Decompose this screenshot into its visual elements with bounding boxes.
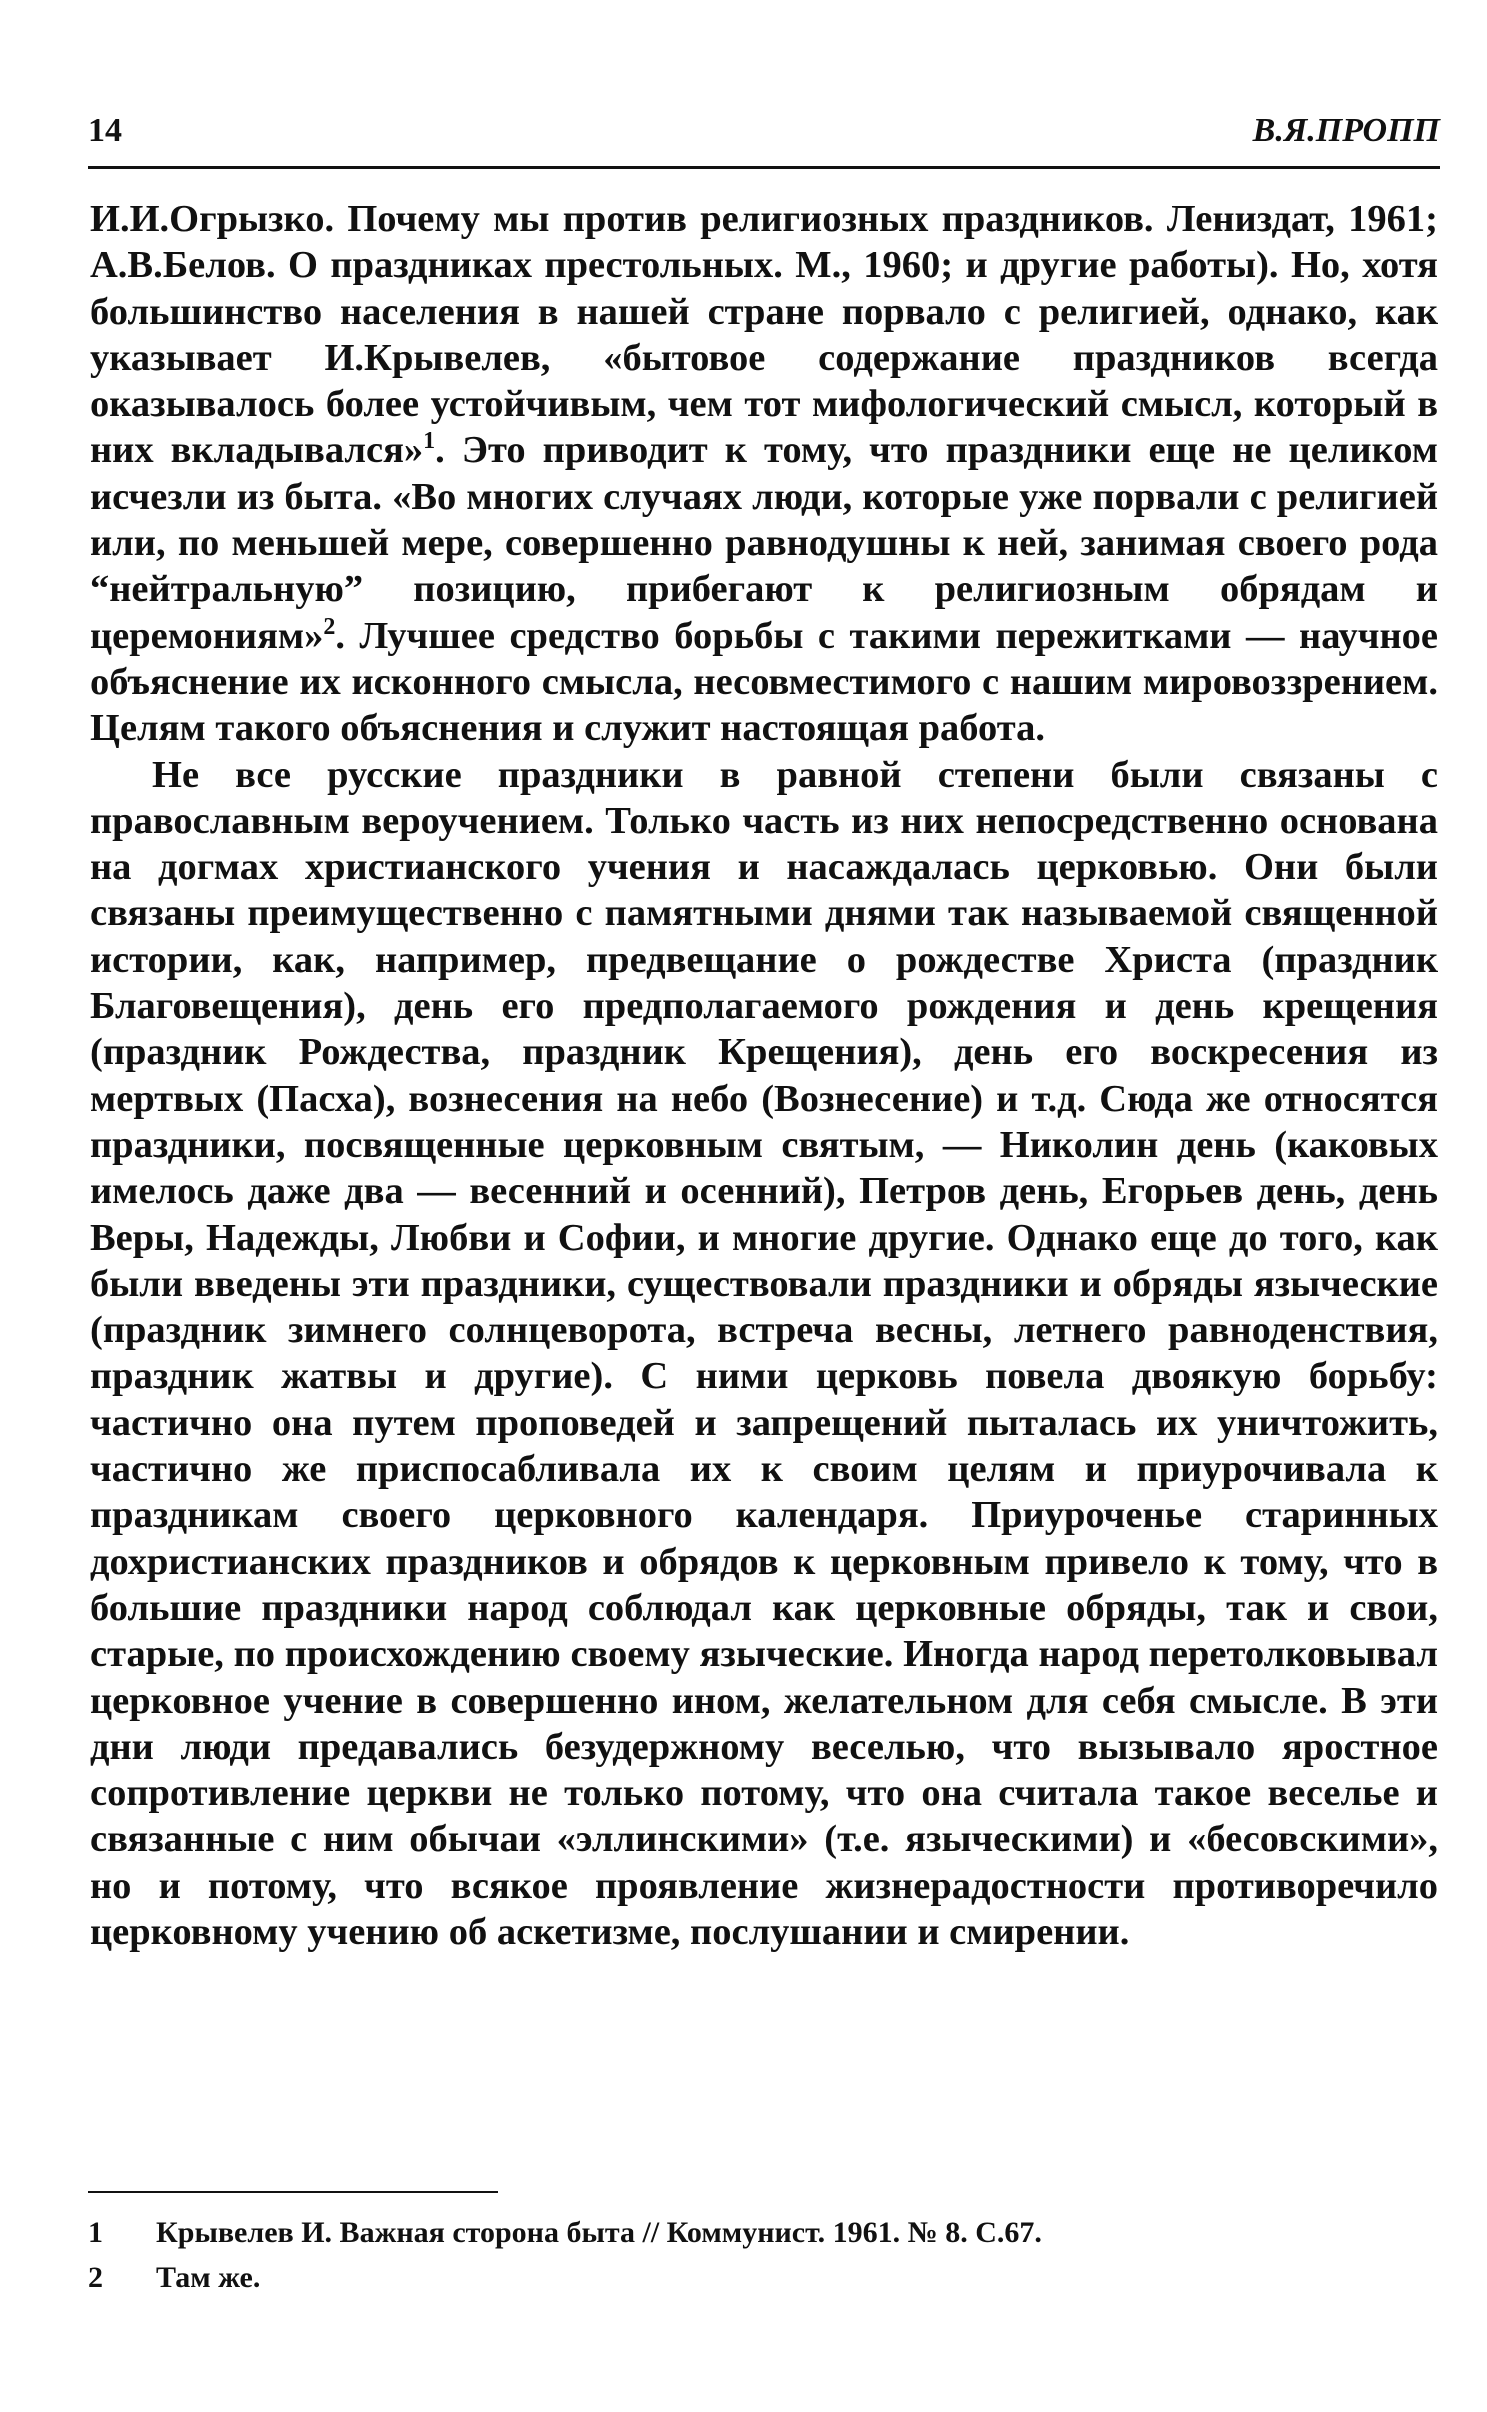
running-head-author: В.Я.ПРОПП: [1252, 112, 1440, 149]
paragraph-1-part-a: И.И.Огрызко. Почему мы против религиозных праздников. Лениздат, 1961; А.В.Белов. О праздниках престольных. М., 1960; и другие работы). Но, хотя большинство населения в нашей стране порвало с религией, однако, как указывает И.Крывелев, «бытовое содержание праздников всегда оказывалось более устойчивым, чем тот мифологический смысл, который в них вкладывался»: [90, 198, 1438, 472]
footnote-rule: [88, 2191, 498, 2193]
paragraph-2: Не все русские праздники в равной степени были связаны с православным вероучением. Только часть из них непосредственно основана на догмах христианского учения и насаждалась церковью. Они были связаны преимущественно с памятными днями так называемой священной истории, как, например, предвещание о рождестве Христа (праздник Благовещения), день его предполагаемого рождения и день крещения (праздник Рождества, праздник Крещения), день его воскресения из мертвых (Пасха), вознесения на небо (Вознесение) и т.д. Сюда же относятся праздники, посвященные церковным святым, — Николин день (каковых имелось даже два — весенний и осенний), Петров день, Егорьев день, день Веры, Надежды, Любви и Софии, и многие другие. Однако еще до того, как были введены эти праздники, существовали праздники и обряды языческие (праздник зимнего солнцеворота, встреча весны, летнего равноденствия, праздник жатвы и другие). С ними церковь повела двоякую борьбу: частично она путем проповедей и запрещений пыталась их уничтожить, частично же приспосабливала их к своим целям и приурочивала к праздникам своего церковного календаря. Приуроченье старинных дохристианских праздников и обрядов к церковным привело к тому, что в большие праздники народ соблюдал как церковные обряды, так и свои, старые, по происхождению своему языческие. Иногда народ перетолковывал церковное учение в совершенно ином, желательном для себя смысле. В эти дни люди предавались безудержному веселью, что вызывало яростное сопротивление церкви не только потому, что она считала такое веселье и связанные с ним обычаи «эллинскими» (т.е. языческими) и «бесовскими», но и потому, что всякое проявление жизнерадостности противоречило церковному учению об аскетизме, послушании и смирении.: [90, 753, 1438, 1953]
footnote-1: [88, 2210, 1388, 2255]
page-number: 14: [88, 112, 122, 149]
paragraph-1: [90, 196, 1438, 752]
footnote-text: Крывелев И. Важная сторона быта // Коммунист. 1961. № 8. С.67.: [156, 2216, 1042, 2249]
footnote-text: Там же.: [156, 2261, 261, 2294]
running-header: [88, 112, 1440, 150]
footnote-2: [88, 2255, 1388, 2300]
footnote-ref-1[interactable]: 1: [423, 428, 436, 455]
paragraph-1-part-c: . Лучшее средство борьбы с такими пережитками — научное объяснение их исконного смысла, несовместимого с нашим мировоззрением. Целям такого объяснения и служит настоящая работа.: [90, 614, 1438, 750]
footnote-number: 2: [88, 2261, 103, 2294]
header-rule: [88, 166, 1440, 169]
paragraph-1-part-b: . Это приводит к тому, что праздники еще не целиком исчезли из быта. «Во многих случаях люди, которые уже порвали с религией или, по меньшей мере, совершенно равнодушны к ней, занимая своего рода “нейтральную” позицию, прибегают к религиозным обрядам и церемониям»: [90, 429, 1438, 657]
footnotes: [88, 2210, 1388, 2300]
footnote-ref-2[interactable]: 2: [323, 613, 336, 640]
footnote-number: 1: [88, 2216, 103, 2249]
main-text: [90, 196, 1438, 1955]
